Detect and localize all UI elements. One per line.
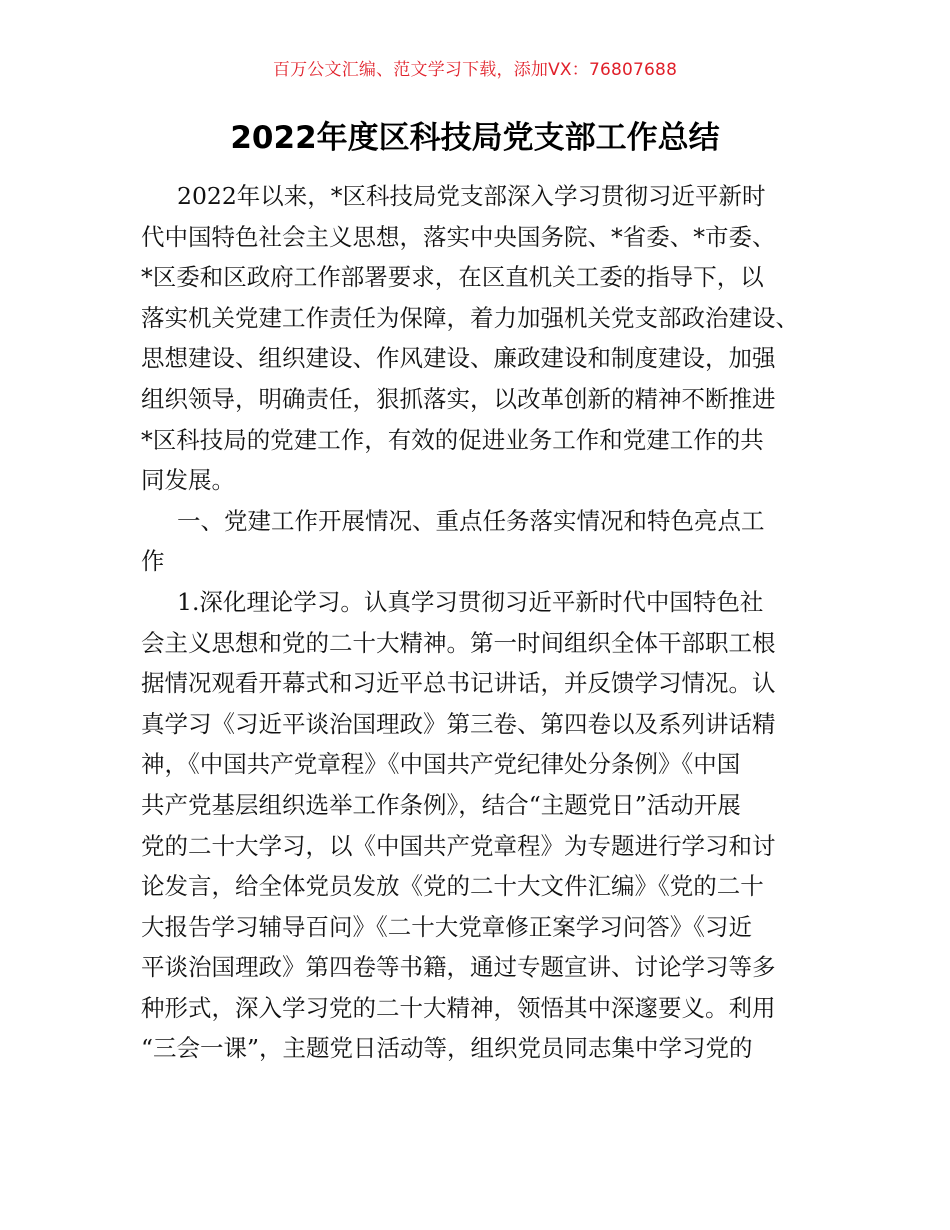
body-line: 神，《中国共产党章程》《中国共产党纪律处分条例》《中国 (141, 750, 741, 779)
body-line: 组织领导，明确责任，狠抓落实，以改革创新的精神不断推进 (141, 384, 776, 413)
body-line: 同发展。 (141, 466, 235, 495)
body-line: 论发言，给全体党员发放《党的二十大文件汇编》《党的二十 (141, 872, 764, 901)
body-line: 平谈治国理政》第四卷等书籍，通过专题宣讲、讨论学习等多 (141, 953, 776, 982)
body-line: 大报告学习辅导百问》《二十大党章修正案学习问答》《习近 (141, 912, 752, 941)
body-line: *区委和区政府工作部署要求，在区直机关工委的指导下，以 (141, 263, 764, 292)
body-line: 代中国特色社会主义思想，落实中央国务院、*省委、*市委、 (141, 222, 776, 251)
document-body (141, 176, 831, 1069)
body-line: 种形式，深入学习党的二十大精神，领悟其中深邃要义。利用 (141, 993, 776, 1022)
body-line: “三会一课”，主题党日活动等，组织党员同志集中学习党的 (141, 1034, 753, 1063)
body-line: 据情况观看开幕式和习近平总书记讲话，并反馈学习情况。认 (141, 669, 776, 698)
section-heading-line: 一、党建工作开展情况、重点任务落实情况和特色亮点工 (177, 506, 765, 535)
body-line: 真学习《习近平谈治国理政》第三卷、第四卷以及系列讲话精 (141, 709, 776, 738)
body-line: 1.深化理论学习。认真学习贯彻习近平新时代中国特色社 (177, 587, 764, 616)
body-line: 会主义思想和党的二十大精神。第一时间组织全体干部职工根 (141, 628, 776, 657)
document-title: 2022年度区科技局党支部工作总结 (230, 120, 720, 156)
promo-header: 百万公文汇编、范文学习下载，添加VX：76807688 (272, 60, 678, 80)
body-line: 党的二十大学习，以《中国共产党章程》为专题进行学习和讨 (141, 831, 776, 860)
body-line: *区科技局的党建工作，有效的促进业务工作和党建工作的共 (141, 425, 764, 454)
body-line: 共产党基层组织选举工作条例》，结合“主题党日”活动开展 (141, 790, 741, 819)
body-line: 落实机关党建工作责任为保障，着力加强机关党支部政治建设、 (141, 303, 799, 332)
body-line: 思想建设、组织建设、作风建设、廉政建设和制度建设，加强 (141, 344, 776, 373)
section-heading-line: 作 (141, 547, 165, 576)
body-line: 2022年以来，*区科技局党支部深入学习贯彻习近平新时 (177, 182, 766, 210)
